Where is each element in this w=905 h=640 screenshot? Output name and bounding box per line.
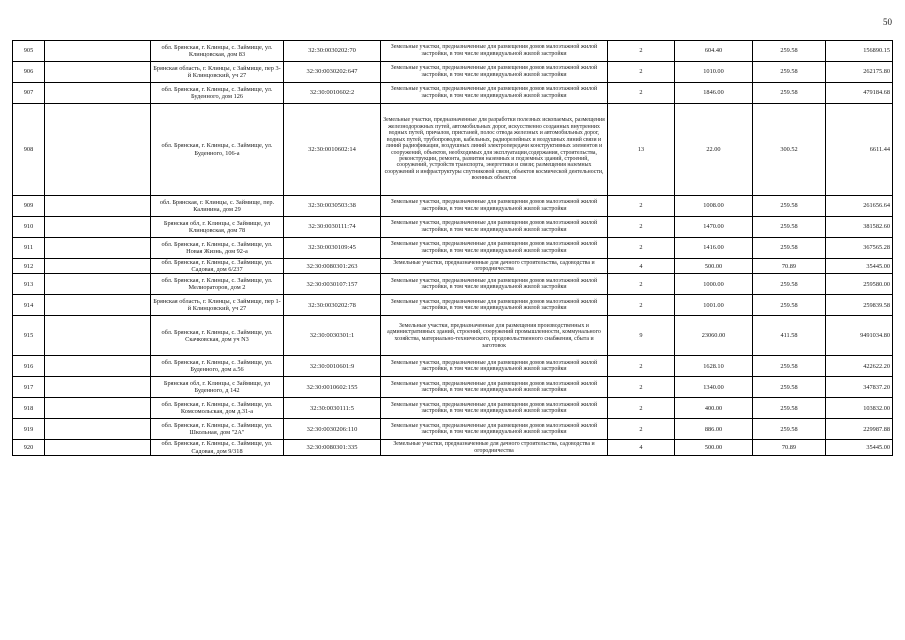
specific-value: 259.58 <box>753 274 826 295</box>
page-number: 50 <box>883 17 892 27</box>
permitted-use: Земельные участки, предназначенные для размещения домов малоэтажной жилой застройки, в том числе индивидуальной жилой застройки <box>381 274 608 295</box>
table-row <box>13 238 893 259</box>
cadastral-value: 479184.68 <box>826 83 893 104</box>
parcel-area: 23060.00 <box>675 316 753 356</box>
row-spacer <box>45 238 151 259</box>
permitted-use: Земельные участки, предназначенные для размещения домов малоэтажной жилой застройки, в том числе индивидуальной жилой застройки <box>381 377 608 398</box>
cadastral-value: 229987.88 <box>826 419 893 440</box>
parcel-address: обл. Брянская, г. Клинцы, с. Займище, ул. Садовая, дом 9/318 <box>151 440 284 455</box>
table-row <box>13 356 893 377</box>
parcel-area: 1416.00 <box>675 238 753 259</box>
permitted-use: Земельные участки, предназначенные для размещения домов малоэтажной жилой застройки, в том числе индивидуальной жилой застройки <box>381 398 608 419</box>
parcel-address: Брянская обл, г. Клинцы, с Займище, ул Клинцовская, дом 78 <box>151 217 284 238</box>
specific-value: 259.58 <box>753 295 826 316</box>
parcel-area: 1001.00 <box>675 295 753 316</box>
use-category: 2 <box>608 356 675 377</box>
parcel-address: обл. Брянская, г. Клинцы, с. Займище, ул. Буденного, дом а.56 <box>151 356 284 377</box>
cadastral-value: 259580.00 <box>826 274 893 295</box>
row-spacer <box>45 419 151 440</box>
cadastral-number: 32:30:0030109:45 <box>284 238 381 259</box>
row-number: 910 <box>13 217 45 238</box>
row-number: 913 <box>13 274 45 295</box>
parcel-area: 1846.00 <box>675 83 753 104</box>
use-category: 2 <box>608 41 675 62</box>
parcel-address: обл. Брянская, г. Клинцы, с. Займище, ул. Мелиораторов, дом 2 <box>151 274 284 295</box>
permitted-use: Земельные участки, предназначенные для размещения домов малоэтажной жилой застройки, в том числе индивидуальной жилой застройки <box>381 356 608 377</box>
parcel-address: обл. Брянская, г. Клинцы, с. Займище, ул. Садовая, дом 6/237 <box>151 259 284 274</box>
parcel-area: 1008.00 <box>675 196 753 217</box>
cadastral-number: 32:30:0010601:9 <box>284 356 381 377</box>
row-number: 906 <box>13 62 45 83</box>
table-row <box>13 419 893 440</box>
table-row <box>13 83 893 104</box>
permitted-use: Земельные участки, предназначенные для размещения домов малоэтажной жилой застройки, в том числе индивидуальной жилой застройки <box>381 41 608 62</box>
cadastral-value: 347837.20 <box>826 377 893 398</box>
parcel-area: 1340.00 <box>675 377 753 398</box>
parcel-area: 500.00 <box>675 259 753 274</box>
parcel-area: 1470.00 <box>675 217 753 238</box>
row-number: 905 <box>13 41 45 62</box>
table-row <box>13 316 893 356</box>
row-spacer <box>45 356 151 377</box>
permitted-use: Земельные участки, предназначенные для дачного строительства, садоводства и огородничества <box>381 259 608 274</box>
permitted-use: Земельные участки, предназначенные для размещения домов малоэтажной жилой застройки, в том числе индивидуальной жилой застройки <box>381 217 608 238</box>
cadastral-value: 103832.00 <box>826 398 893 419</box>
row-spacer <box>45 41 151 62</box>
row-spacer <box>45 83 151 104</box>
use-category: 2 <box>608 398 675 419</box>
specific-value: 259.58 <box>753 83 826 104</box>
row-spacer <box>45 377 151 398</box>
use-category: 4 <box>608 259 675 274</box>
row-spacer <box>45 62 151 83</box>
cadastral-value: 156890.15 <box>826 41 893 62</box>
permitted-use: Земельные участки, предназначенные для размещения домов малоэтажной жилой застройки, в том числе индивидуальной жилой застройки <box>381 238 608 259</box>
parcel-area: 400.00 <box>675 398 753 419</box>
cadastral-value: 35445.00 <box>826 259 893 274</box>
table-row <box>13 104 893 196</box>
cadastral-number: 32:30:0030202:70 <box>284 41 381 62</box>
use-category: 2 <box>608 377 675 398</box>
cadastral-number: 32:30:0010602:14 <box>284 104 381 196</box>
parcel-address: обл. Брянская, г. Клинцы, с. Займище, пер. Калинина, дом 29 <box>151 196 284 217</box>
row-number: 907 <box>13 83 45 104</box>
cadastral-value: 6611.44 <box>826 104 893 196</box>
use-category: 2 <box>608 295 675 316</box>
specific-value: 300.52 <box>753 104 826 196</box>
specific-value: 411.58 <box>753 316 826 356</box>
cadastral-value: 259839.58 <box>826 295 893 316</box>
parcel-address: Брянская обл, г. Клинцы, с Займище, ул Буденного, д 142 <box>151 377 284 398</box>
use-category: 9 <box>608 316 675 356</box>
table-row <box>13 217 893 238</box>
row-spacer <box>45 196 151 217</box>
row-spacer <box>45 316 151 356</box>
specific-value: 259.58 <box>753 356 826 377</box>
specific-value: 259.58 <box>753 196 826 217</box>
specific-value: 70.89 <box>753 259 826 274</box>
permitted-use: Земельные участки, предназначенные для дачного строительства, садоводства и огородничества <box>381 440 608 455</box>
parcel-area: 604.40 <box>675 41 753 62</box>
use-category: 4 <box>608 440 675 455</box>
use-category: 13 <box>608 104 675 196</box>
row-number: 909 <box>13 196 45 217</box>
row-number: 908 <box>13 104 45 196</box>
parcel-address: Брянская область, г. Клинцы, с Займище, пер 1-й Клинцовский, уч 27 <box>151 295 284 316</box>
cadastral-value: 367565.28 <box>826 238 893 259</box>
specific-value: 259.58 <box>753 398 826 419</box>
use-category: 2 <box>608 62 675 83</box>
row-spacer <box>45 259 151 274</box>
specific-value: 259.58 <box>753 377 826 398</box>
permitted-use: Земельные участки, предназначенные для размещения домов малоэтажной жилой застройки, в том числе индивидуальной жилой застройки <box>381 295 608 316</box>
table-row <box>13 196 893 217</box>
cadastral-number: 32:30:0080301:335 <box>284 440 381 455</box>
parcel-area: 22.00 <box>675 104 753 196</box>
parcel-address: Брянская область, г. Клинцы, с Займище, пер 3-й Клинцовский, уч 27 <box>151 62 284 83</box>
permitted-use: Земельные участки, предназначенные для размещения домов малоэтажной жилой застройки, в том числе индивидуальной жилой застройки <box>381 196 608 217</box>
cadastral-number: 32:30:0030206:110 <box>284 419 381 440</box>
use-category: 2 <box>608 196 675 217</box>
use-category: 2 <box>608 419 675 440</box>
parcel-address: обл. Брянская, г. Клинцы, с. Займище, ул. Буденного, 106-а <box>151 104 284 196</box>
cadastral-value: 9491034.80 <box>826 316 893 356</box>
parcel-address: обл. Брянская, г. Клинцы, с. Займище, ул. Школьная, дом "2А" <box>151 419 284 440</box>
permitted-use: Земельные участки, предназначенные для размещения домов малоэтажной жилой застройки, в том числе индивидуальной жилой застройки <box>381 83 608 104</box>
parcel-area: 500.00 <box>675 440 753 455</box>
specific-value: 259.58 <box>753 419 826 440</box>
parcel-address: обл. Брянская, г. Клинцы, с. Займище, ул. Клинцовская, дом 83 <box>151 41 284 62</box>
parcel-address: обл. Брянская, г. Клинцы, с. Займище, ул. Скачковская, дом уч N3 <box>151 316 284 356</box>
parcel-address: обл. Брянская, г. Клинцы, с. Займище, ул. Буденного, дом 126 <box>151 83 284 104</box>
parcel-address: обл. Брянская, г. Клинцы, с. Займище, ул. Комсомольская, дом д.31-а <box>151 398 284 419</box>
row-number: 911 <box>13 238 45 259</box>
parcel-area: 1000.00 <box>675 274 753 295</box>
table-row <box>13 440 893 455</box>
cadastral-value: 261656.64 <box>826 196 893 217</box>
land-parcel-table <box>12 40 893 456</box>
cadastral-number: 32:30:0030111:5 <box>284 398 381 419</box>
row-number: 916 <box>13 356 45 377</box>
table-row <box>13 274 893 295</box>
cadastral-value: 35445.00 <box>826 440 893 455</box>
table-row <box>13 377 893 398</box>
specific-value: 259.58 <box>753 238 826 259</box>
row-number: 919 <box>13 419 45 440</box>
row-number: 920 <box>13 440 45 455</box>
specific-value: 259.58 <box>753 41 826 62</box>
row-spacer <box>45 440 151 455</box>
cadastral-number: 32:30:0080301:263 <box>284 259 381 274</box>
row-number: 915 <box>13 316 45 356</box>
table-row <box>13 398 893 419</box>
specific-value: 259.58 <box>753 62 826 83</box>
table-row <box>13 295 893 316</box>
specific-value: 259.58 <box>753 217 826 238</box>
cadastral-number: 32:30:0030111:74 <box>284 217 381 238</box>
row-spacer <box>45 398 151 419</box>
specific-value: 70.89 <box>753 440 826 455</box>
row-spacer <box>45 104 151 196</box>
cadastral-number: 32:30:0030301:1 <box>284 316 381 356</box>
permitted-use: Земельные участки, предназначенные для разработки полезных ископаемых, размещения железнодорожных путей, автомобильных дорог, искусственно созданных внутренних водных путей, причалов, пристаней, полос отвода железных и автомобильных дорог, водных путей, трубопроводов, кабельных, радиорелейных и воздушных линий связи и линий радиофикации, воздушных линий электропередачи конструктивных элементов и сооружений, объектов, необходимых для эксплуатации,содержания, строительства, реконструкции, ремонта, развития наземных и подземных зданий, строений, сооружений, устройств транспорта, энергетики и связи; размещения наземных сооружений и инфраструктуры спутниковой связи, объектов космической деятельности, военных объектов <box>381 104 608 196</box>
permitted-use: Земельные участки, предназначенные для размещения домов малоэтажной жилой застройки, в том числе индивидуальной жилой застройки <box>381 62 608 83</box>
cadastral-number: 32:30:0030503:38 <box>284 196 381 217</box>
row-number: 918 <box>13 398 45 419</box>
use-category: 2 <box>608 274 675 295</box>
parcel-area: 886.00 <box>675 419 753 440</box>
parcel-area: 1628.10 <box>675 356 753 377</box>
permitted-use: Земельные участки, предназначенные для размещения производственных и административных зданий, строений, сооружений промышленности, коммунального хозяйства, материально-технического, продовольственного снабжения, сбыта и заготовок <box>381 316 608 356</box>
cadastral-number: 32:30:0030202:78 <box>284 295 381 316</box>
cadastral-value: 262175.80 <box>826 62 893 83</box>
cadastral-value: 422622.20 <box>826 356 893 377</box>
permitted-use: Земельные участки, предназначенные для размещения домов малоэтажной жилой застройки, в том числе индивидуальной жилой застройки <box>381 419 608 440</box>
cadastral-number: 32:30:0010602:155 <box>284 377 381 398</box>
row-spacer <box>45 295 151 316</box>
row-spacer <box>45 274 151 295</box>
table-row <box>13 259 893 274</box>
row-number: 912 <box>13 259 45 274</box>
parcel-address: обл. Брянская, г. Клинцы, с. Займище, ул. Новая Жизнь, дом 92-а <box>151 238 284 259</box>
cadastral-number: 32:30:0030202:647 <box>284 62 381 83</box>
cadastral-number: 32:30:0010602:2 <box>284 83 381 104</box>
cadastral-value: 381582.60 <box>826 217 893 238</box>
row-number: 917 <box>13 377 45 398</box>
row-spacer <box>45 217 151 238</box>
parcel-area: 1010.00 <box>675 62 753 83</box>
cadastral-number: 32:30:0030107:157 <box>284 274 381 295</box>
use-category: 2 <box>608 238 675 259</box>
use-category: 2 <box>608 83 675 104</box>
use-category: 2 <box>608 217 675 238</box>
table-row <box>13 62 893 83</box>
table-row <box>13 41 893 62</box>
row-number: 914 <box>13 295 45 316</box>
